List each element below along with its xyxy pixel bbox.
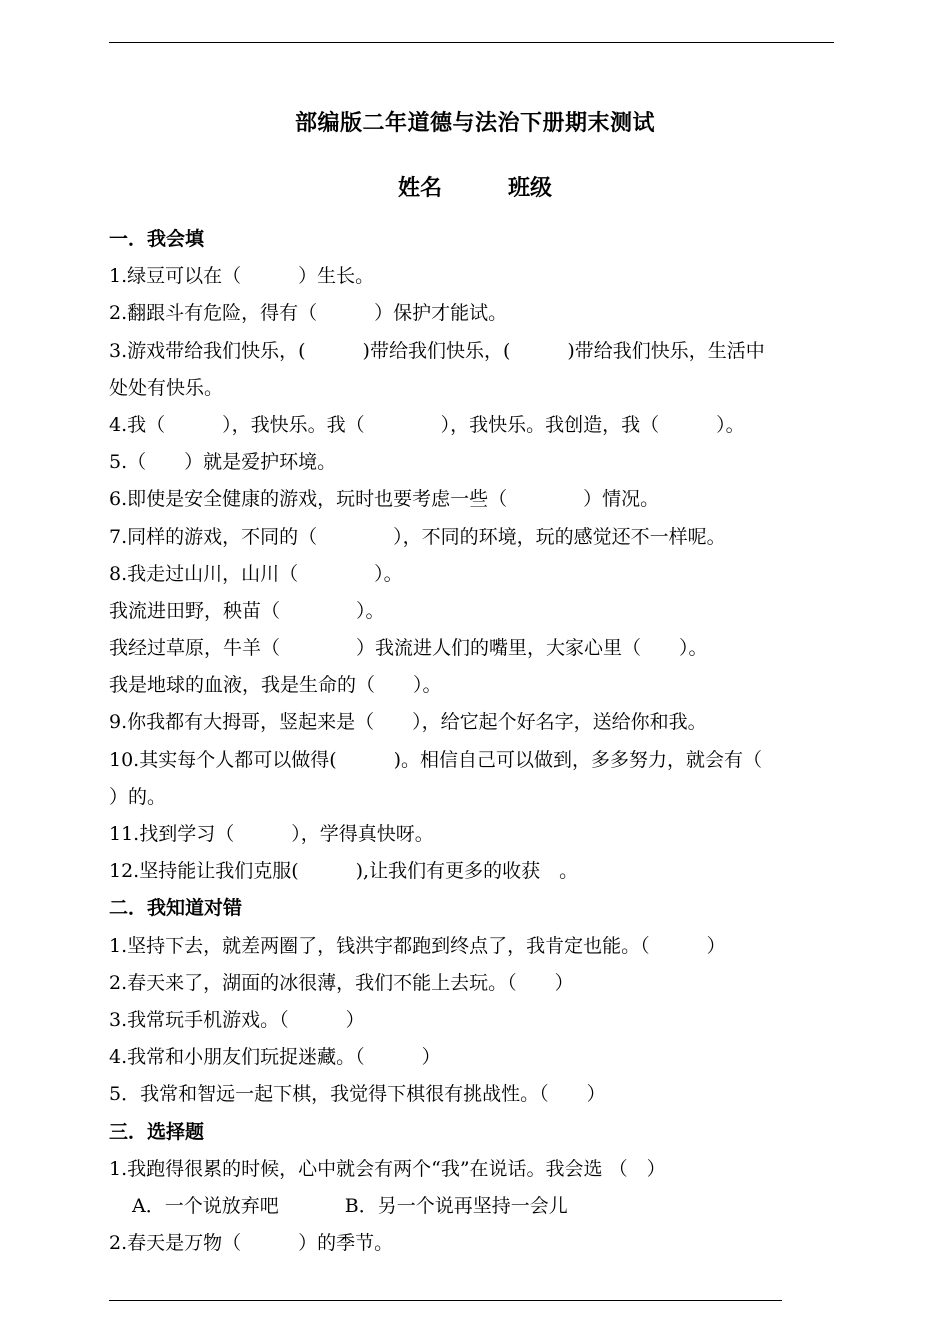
question-line: 3.游戏带给我们快乐，( )带给我们快乐，( )带给我们快乐，生活中 — [109, 339, 765, 362]
question-line: 2.春天来了，湖面的冰很薄，我们不能上去玩。（ ） — [109, 971, 574, 994]
question-line: 我流进田野，秧苗（ ）。 — [109, 599, 385, 622]
header-rule — [109, 42, 834, 43]
question-line: 7.同样的游戏，不同的（ ），不同的环境，玩的感觉还不一样呢。 — [109, 525, 726, 548]
class-label: 班级 — [508, 175, 553, 201]
option-b: B．另一个说再坚持一会儿 — [344, 1194, 568, 1217]
name-label: 姓名 — [397, 175, 442, 201]
question-line: 我经过草原，牛羊（ ）我流进人们的嘴里，大家心里（ ）。 — [109, 637, 708, 660]
question-line: 2.翻跟斗有危险，得有（ ）保护才能试。 — [109, 302, 508, 325]
question-line: 1.我跑得很累的时候，心中就会有两个“我”在说话。我会选 （ ） — [109, 1157, 666, 1180]
answer-options — [109, 1188, 844, 1225]
question-line: 2.春天是万物（ ）的季节。 — [109, 1232, 394, 1255]
question-line: 1.绿豆可以在（ ）生长。 — [109, 265, 375, 288]
section-heading-fill: 一．我会填 — [109, 228, 205, 250]
question-line: 5．我常和智远一起下棋，我觉得下棋很有挑战性。（ ） — [109, 1083, 606, 1106]
question-line: 1.坚持下去，就差两圈了，钱洪宇都跑到终点了，我肯定也能。（ ） — [109, 934, 726, 957]
question-line: 10.其实每个人都可以做得( )。相信自己可以做到，多多努力，就会有（ — [109, 748, 763, 771]
question-line: 6.即使是安全健康的游戏，玩时也要考虑一些（ ）情况。 — [109, 488, 660, 511]
section-heading-true-false: 二．我知道对错 — [109, 897, 243, 920]
exam-body — [109, 221, 844, 1262]
footer-rule — [109, 1300, 782, 1301]
question-line: 12.坚持能让我们克服( ),让我们有更多的收获 。 — [109, 860, 579, 883]
name-class-row — [0, 171, 950, 202]
question-line: 我是地球的血液，我是生命的（ ）。 — [109, 674, 442, 697]
question-line: 4.我（ ），我快乐。我（ ），我快乐。我创造，我（ ）。 — [109, 413, 745, 436]
section-heading-choice: 三．选择题 — [109, 1120, 205, 1143]
question-line: ）的。 — [109, 785, 167, 808]
question-line: 9.你我都有大拇哥，竖起来是（ ），给它起个好名字，送给你和我。 — [109, 711, 707, 734]
question-line: 处处有快乐。 — [109, 376, 224, 399]
question-line: 5.（ ）就是爱护环境。 — [109, 451, 337, 474]
page-title: 部编版二年道德与法治下册期末测试 — [294, 110, 655, 136]
question-line: 11.找到学习（ ），学得真快呀。 — [109, 823, 434, 845]
option-a: A．一个说放弃吧 — [132, 1194, 279, 1217]
question-line: 3.我常玩手机游戏。（ ） — [109, 1008, 365, 1031]
question-line: 8.我走过山川，山川（ ）。 — [109, 562, 403, 585]
question-line: 4.我常和小朋友们玩捉迷藏。（ ） — [109, 1046, 441, 1069]
